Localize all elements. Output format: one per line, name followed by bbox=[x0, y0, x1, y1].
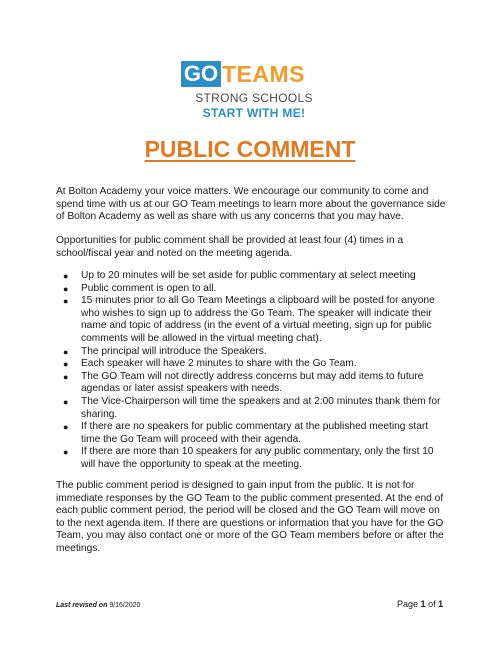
list-item bbox=[56, 295, 448, 345]
list-item bbox=[56, 371, 448, 396]
logo-tagline-start-with-me: START WITH ME! bbox=[202, 106, 306, 120]
logo-teams: TEAMS bbox=[222, 61, 305, 87]
last-revised-label: Last revised on bbox=[56, 602, 108, 609]
page-total: 1 bbox=[438, 599, 444, 609]
page-label: Page bbox=[397, 599, 419, 609]
list-item-text: Up to 20 minutes will be set aside for public commentary at select meeting bbox=[81, 270, 416, 281]
bullet-icon: ● bbox=[63, 346, 69, 357]
list-item bbox=[56, 446, 448, 471]
bullet-icon: ● bbox=[63, 283, 69, 294]
rules-list bbox=[56, 270, 448, 472]
page-of: of bbox=[428, 599, 436, 609]
list-item-text: Each speaker will have 2 minutes to share with the Go Team. bbox=[81, 358, 357, 370]
logo-wordmark bbox=[178, 59, 328, 87]
page-current: 1 bbox=[420, 599, 426, 609]
bullet-icon: ● bbox=[63, 422, 69, 433]
opportunities-paragraph: Opportunities for public comment shall be provided at least four (4) times in a school/fiscal year and noted on the meeting agenda. bbox=[56, 235, 404, 259]
bullet-icon: ● bbox=[63, 447, 69, 458]
list-item-text: If there are more than 10 speakers for any public commentary, only the first 10 will have the opportunity to speak at the meeting. bbox=[81, 446, 434, 470]
page-number bbox=[397, 599, 443, 609]
page-title-text: PUBLIC COMMENT bbox=[144, 136, 356, 162]
bullet-icon: ● bbox=[63, 296, 69, 307]
bullet-icon: ● bbox=[63, 371, 69, 382]
list-item-text: 15 minutes prior to all Go Team Meetings a clipboard will be posted for anyone who wishes to sign up to address the Go Team. The speaker will indicate their name and topic of address (in the event of a virtual meeting, sign up for public comments will be allowed in the virtual meeting chat). bbox=[81, 295, 435, 344]
list-item-text: The principal will introduce the Speakers. bbox=[81, 345, 267, 357]
list-item bbox=[56, 396, 448, 421]
list-item-text: If there are no speakers for public commentary at the published meeting start time the Go Team will proceed with their agenda. bbox=[81, 421, 429, 445]
list-item bbox=[56, 421, 448, 446]
list-item bbox=[56, 283, 448, 296]
last-revised-date: 9/16/2020 bbox=[109, 602, 141, 609]
list-item-text: The Vice-Chairperson will time the speakers and at 2:00 minutes thank them for sharing. bbox=[81, 395, 441, 420]
list-item bbox=[56, 270, 448, 283]
page-title bbox=[0, 134, 500, 164]
intro-paragraph: At Bolton Academy your voice matters. We encourage our community to come and spend time with us at our GO Team meetings to learn more about the governance side of Bolton Academy as well as share with us any concerns that you may have. bbox=[56, 186, 446, 223]
list-item-text: Public comment is open to all. bbox=[81, 282, 217, 294]
logo-tagline-strong-schools: STRONG SCHOOLS bbox=[195, 91, 313, 105]
list-item bbox=[56, 346, 448, 359]
list-item-text: The GO Team will not directly address concerns but may add items to future agendas or later assist speakers with needs. bbox=[81, 370, 424, 395]
last-revised-note bbox=[56, 602, 140, 609]
logo-go: GO bbox=[181, 61, 221, 87]
closing-paragraph: The public comment period is designed to gain input from the public. It is not for immediate responses by the GO Team to the public comment presented. At the end of each public comment period, the period will be closed and the GO Team will move on to the next agenda item. If there are questions or information that you have for the GO Team, you may also contact one or more of the GO Team members before or after the meetings. bbox=[56, 480, 444, 554]
bullet-icon: ● bbox=[63, 271, 69, 281]
goteams-logo bbox=[178, 59, 328, 123]
list-item bbox=[56, 358, 448, 371]
bullet-icon: ● bbox=[63, 396, 69, 407]
bullet-icon: ● bbox=[63, 359, 69, 370]
